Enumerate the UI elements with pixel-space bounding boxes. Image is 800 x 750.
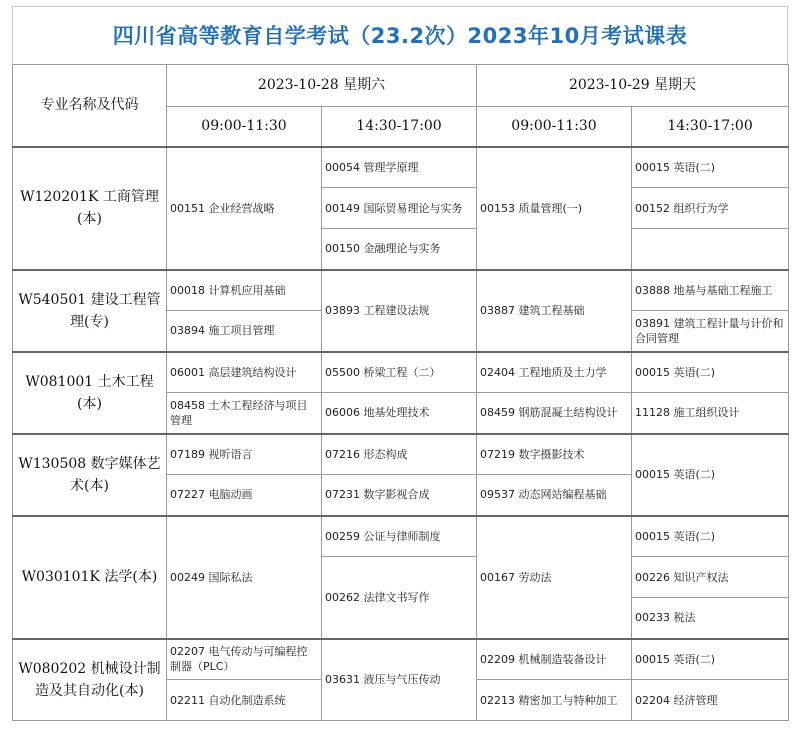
major-name: W030101K 法学(本) (13, 516, 167, 639)
exam-cell: 02213 精密加工与特种加工 (477, 680, 632, 721)
exam-cell: 07227 电脑动画 (167, 475, 322, 516)
exam-cell: 03894 施工项目管理 (167, 311, 322, 352)
exam-cell: 03887 建筑工程基础 (477, 270, 632, 352)
exam-cell: 03631 液压与气压传动 (322, 639, 477, 721)
exam-cell: 03888 地基与基础工程施工 (632, 270, 789, 311)
exam-cell: 00015 英语(二) (632, 147, 789, 188)
exam-cell: 00015 英语(二) (632, 639, 789, 680)
major-name: W130508 数字媒体艺术(本) (13, 434, 167, 516)
exam-schedule-table (12, 64, 789, 721)
exam-cell: 03891 建筑工程计量与计价和合同管理 (632, 311, 789, 352)
exam-cell (632, 229, 789, 270)
exam-cell: 02404 工程地质及土力学 (477, 352, 632, 393)
exam-cell: 02204 经济管理 (632, 680, 789, 721)
exam-cell: 00018 计算机应用基础 (167, 270, 322, 311)
exam-cell: 00262 法律文书写作 (322, 557, 477, 639)
exam-cell: 07231 数字影视合成 (322, 475, 477, 516)
major-name: W120201K 工商管理(本) (13, 147, 167, 270)
exam-cell: 07189 视听语言 (167, 434, 322, 475)
day2-pm-header: 14:30-17:00 (632, 107, 789, 147)
exam-cell: 07216 形态构成 (322, 434, 477, 475)
major-name: W081001 土木工程(本) (13, 352, 167, 434)
exam-cell: 00167 劳动法 (477, 516, 632, 639)
day1-pm-header: 14:30-17:00 (322, 107, 477, 147)
day2-am-header: 09:00-11:30 (477, 107, 632, 147)
exam-cell: 06006 地基处理技术 (322, 393, 477, 434)
exam-cell: 00015 英语(二) (632, 352, 789, 393)
page-title: 四川省高等教育自学考试（23.2次）2023年10月考试课表 (12, 6, 788, 64)
major-name: W080202 机械设计制造及其自动化(本) (13, 639, 167, 721)
exam-cell: 00249 国际私法 (167, 516, 322, 639)
day1-header: 2023-10-28 星期六 (167, 65, 477, 107)
exam-cell: 00151 企业经营战略 (167, 147, 322, 270)
major-name: W540501 建设工程管理(专) (13, 270, 167, 352)
exam-cell: 00015 英语(二) (632, 434, 789, 516)
exam-cell: 08459 钢筋混凝土结构设计 (477, 393, 632, 434)
exam-cell: 00153 质量管理(一) (477, 147, 632, 270)
exam-cell: 06001 高层建筑结构设计 (167, 352, 322, 393)
exam-cell: 00054 管理学原理 (322, 147, 477, 188)
exam-cell: 00150 金融理论与实务 (322, 229, 477, 270)
exam-cell: 03893 工程建设法规 (322, 270, 477, 352)
exam-cell: 07219 数字摄影技术 (477, 434, 632, 475)
day1-am-header: 09:00-11:30 (167, 107, 322, 147)
exam-cell: 05500 桥梁工程（二） (322, 352, 477, 393)
exam-cell: 00015 英语(二) (632, 516, 789, 557)
exam-cell: 00233 税法 (632, 598, 789, 639)
exam-cell: 02211 自动化制造系统 (167, 680, 322, 721)
exam-cell: 02207 电气传动与可编程控制器（PLC） (167, 639, 322, 680)
exam-cell: 00226 知识产权法 (632, 557, 789, 598)
exam-cell: 09537 动态网站编程基础 (477, 475, 632, 516)
exam-cell: 00149 国际贸易理论与实务 (322, 188, 477, 229)
exam-cell: 00152 组织行为学 (632, 188, 789, 229)
exam-cell: 11128 施工组织设计 (632, 393, 789, 434)
day2-header: 2023-10-29 星期天 (477, 65, 789, 107)
major-column-header: 专业名称及代码 (13, 65, 167, 147)
exam-cell: 00259 公证与律师制度 (322, 516, 477, 557)
exam-cell: 08458 土木工程经济与项目管理 (167, 393, 322, 434)
exam-cell: 02209 机械制造装备设计 (477, 639, 632, 680)
